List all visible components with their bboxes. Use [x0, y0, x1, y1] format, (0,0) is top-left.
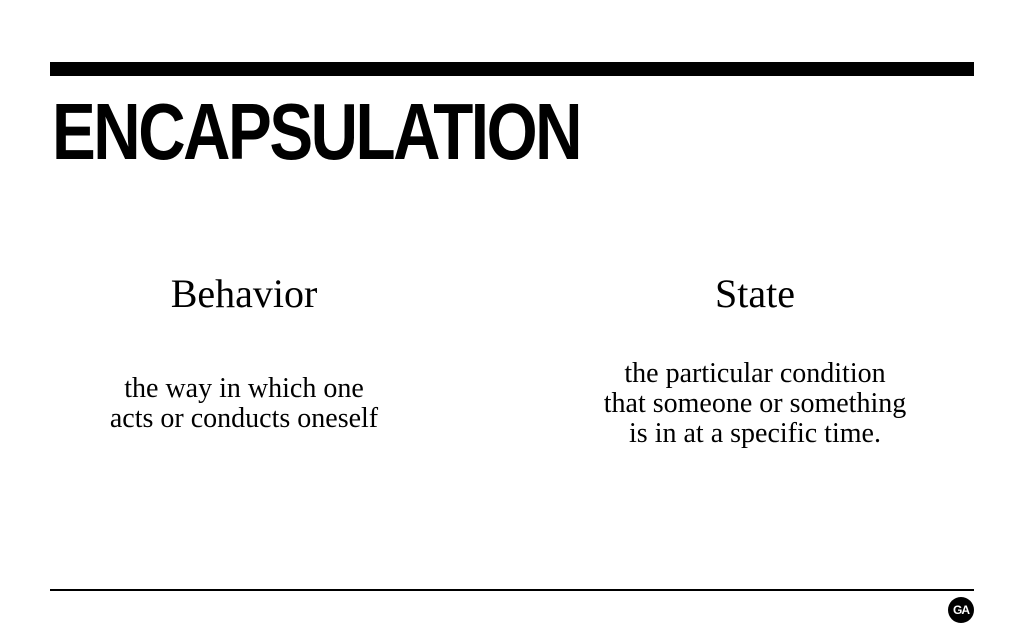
slide-title: ENCAPSULATION [52, 87, 581, 176]
ga-logo: GA [948, 597, 974, 623]
behavior-heading: Behavior [170, 271, 318, 316]
behavior-definition [64, 374, 424, 434]
bottom-divider [50, 589, 974, 591]
state-heading: State [715, 271, 795, 316]
behavior-definition-line: acts or conducts oneself [109, 403, 379, 434]
state-definition-line: that someone or something [603, 388, 907, 419]
state-definition [555, 359, 955, 449]
state-definition-line: is in at a specific time. [629, 418, 881, 449]
behavior-definition-line: the way in which one [124, 373, 364, 404]
state-definition-line: the particular condition [624, 358, 886, 389]
behavior-column [64, 270, 424, 434]
state-column [555, 270, 955, 449]
top-divider [50, 62, 974, 76]
